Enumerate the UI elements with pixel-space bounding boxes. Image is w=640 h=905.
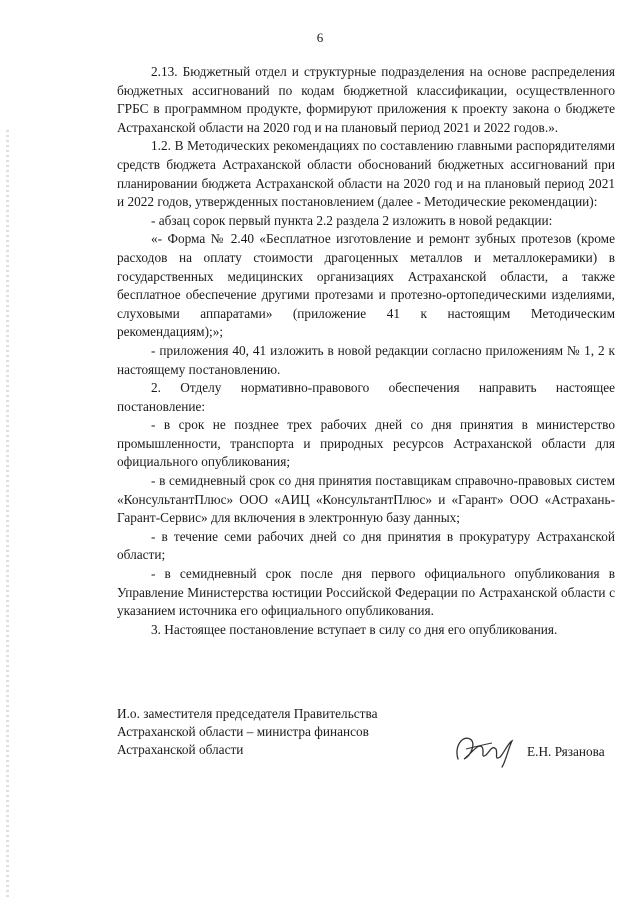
paragraph-3: 3. Настоящее постановление вступает в силу со дня его опубликования. bbox=[151, 621, 558, 637]
paragraph-legal-systems: - в семидневный срок со дня принятия поставщикам справочно-правовых систем «КонсультантПлюс» ООО «АИЦ «КонсультантПлюс» и «Гарант» ООО «Астрахань-Гарант-Сервис» для включения в электронную базу данных; bbox=[117, 473, 615, 526]
signature-block bbox=[117, 705, 627, 759]
signer-title-line: И.о. заместителя председателя Правительства bbox=[117, 706, 378, 721]
signer-name: Е.Н. Рязанова bbox=[527, 744, 605, 759]
paragraph-form-2-40: «- Форма № 2.40 «Бесплатное изготовление и ремонт зубных протезов (кроме расходов на оплату стоимости драгоценных металлов и металлокерамики) в государственных медицинских организациях Астраханской области, а также бесплатное обеспечение другими протезами и протезно-ортопедическими изделиями, слуховыми аппаратами» (приложение 41 к настоящим Методическим рекомендациям);»; bbox=[117, 231, 615, 340]
handwritten-signature bbox=[452, 729, 522, 771]
signer-title-line: Астраханской области – министра финансов bbox=[117, 724, 369, 739]
scan-margin-artifact bbox=[6, 130, 9, 900]
signer-title-line: Астраханской области bbox=[117, 742, 244, 757]
paragraph-ministry-publication: - в срок не позднее трех рабочих дней со дня принятия в министерство промышленности, транспорта и природных ресурсов Астраханской области для официального опубликования; bbox=[117, 417, 615, 470]
paragraph-item-forty-first: - абзац сорок первый пункта 2.2 раздела 2 изложить в новой редакции: bbox=[151, 212, 553, 228]
document-body bbox=[117, 63, 615, 639]
paragraph-appendices: - приложения 40, 41 изложить в новой редакции согласно приложениям № 1, 2 к настоящему постановлению. bbox=[117, 342, 615, 377]
page-number: 6 bbox=[316, 30, 324, 45]
paragraph-2: 2. Отделу нормативно-правового обеспечения направить настоящее постановление: bbox=[117, 380, 615, 414]
paragraph-ministry-justice: - в семидневный срок после дня первого официального опубликования в Управление Министерства юстиции Российской Федерации по Астраханской области с указанием источника его официального опубликования. bbox=[117, 566, 615, 619]
paragraph-prosecutor: - в течение семи рабочих дней со дня принятия в прокуратуру Астраханской области; bbox=[117, 528, 615, 563]
paragraph-2-13: 2.13. Бюджетный отдел и структурные подразделения на основе распределения бюджетных ассигнований по кодам бюджетной классификации, осуществленного ГРБС в программном продукте, формируют приложения к проекту закона о бюджете Астраханской области на 2020 год и на плановый период 2021 и 2022 годов.». bbox=[117, 64, 615, 135]
paragraph-1-2: 1.2. В Методических рекомендациях по составлению главными распорядителями средств бюджета Астраханской области обоснований бюджетных ассигнований при планировании бюджета Астраханской области на 2020 год и на плановый период 2021 и 2022 годов, утвержденных постановлением (далее - Методические рекомендации): bbox=[117, 138, 615, 210]
